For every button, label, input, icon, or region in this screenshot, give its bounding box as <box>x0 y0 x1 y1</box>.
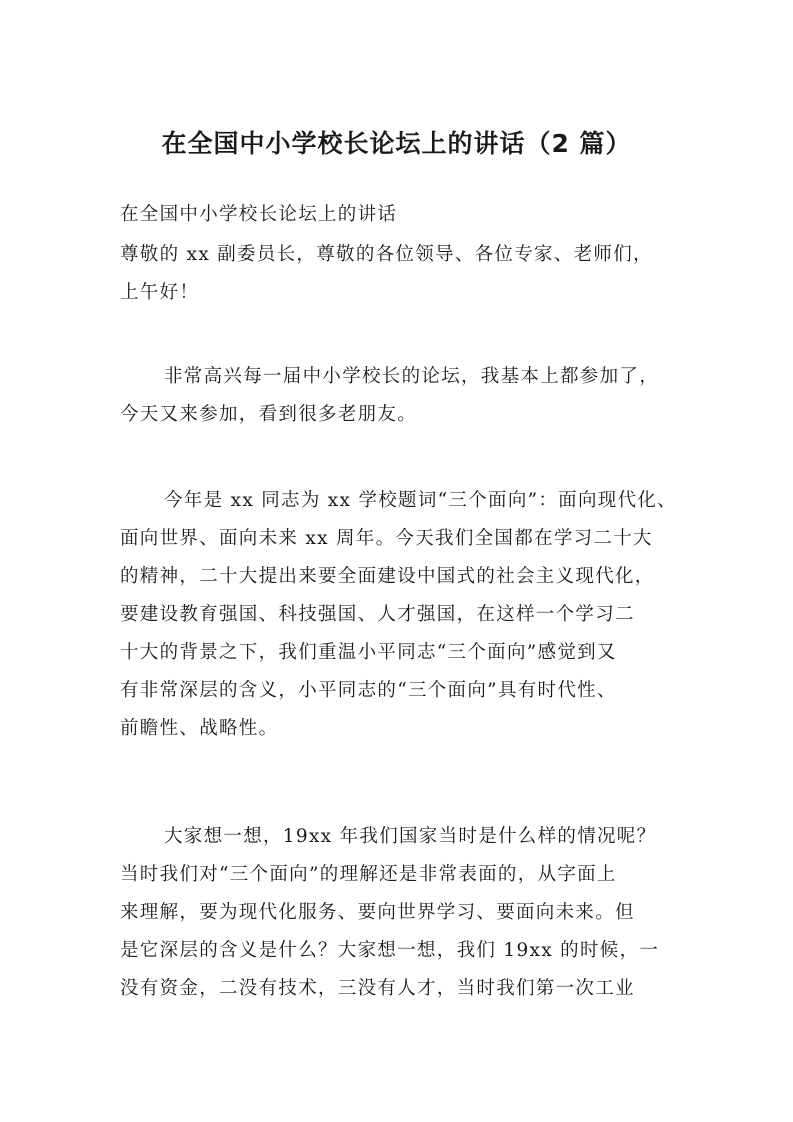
subtitle: 在全国中小学校长论坛上的讲话 <box>120 204 398 225</box>
paragraph-line: 面向世界、面向未来 xx 周年。今天我们全国都在学习二十大 <box>120 528 653 549</box>
paragraph-line: 当时我们对“三个面向”的理解还是非常表面的，从字面上 <box>120 864 617 885</box>
paragraph-line: 前瞻性、战略性。 <box>120 718 279 739</box>
paragraph-line: 的精神，二十大提出来要全面建设中国式的社会主义现代化， <box>120 566 655 587</box>
greeting-block <box>120 236 680 312</box>
paragraph-3 <box>120 818 680 1008</box>
subtitle-block <box>120 196 680 234</box>
paragraph-line: 今天又来参加，看到很多老朋友。 <box>120 404 418 425</box>
paragraph-line: 大家想一想，19xx 年我们国家当时是什么样的情况呢？ <box>164 826 657 847</box>
paragraph-1 <box>120 358 680 434</box>
document-title: 在全国中小学校长论坛上的讲话（2 篇） <box>161 129 632 158</box>
paragraph-line: 没有资金，二没有技术，三没有人才，当时我们第一次工业 <box>120 978 635 999</box>
paragraph-2 <box>120 482 680 748</box>
greeting-line: 尊敬的 xx 副委员长，尊敬的各位领导、各位专家、老师们， <box>120 244 653 265</box>
paragraph-line: 有非常深层的含义，小平同志的“三个面向”具有时代性、 <box>120 680 617 701</box>
paragraph-line: 是它深层的含义是什么？大家想一想，我们 19xx 的时候，一 <box>120 940 660 961</box>
greeting-line: 上午好！ <box>120 282 200 303</box>
paragraph-line: 非常高兴每一届中小学校长的论坛，我基本上都参加了， <box>164 366 660 387</box>
paragraph-line: 今年是 xx 同志为 xx 学校题词“三个面向”：面向现代化、 <box>164 490 677 511</box>
paragraph-line: 来理解，要为现代化服务、要向世界学习、要面向未来。但 <box>120 902 635 923</box>
paragraph-line: 十大的背景之下，我们重温小平同志“三个面向”感觉到又 <box>120 642 617 663</box>
paragraph-line: 要建设教育强国、科技强国、人才强国，在这样一个学习二 <box>120 604 635 625</box>
